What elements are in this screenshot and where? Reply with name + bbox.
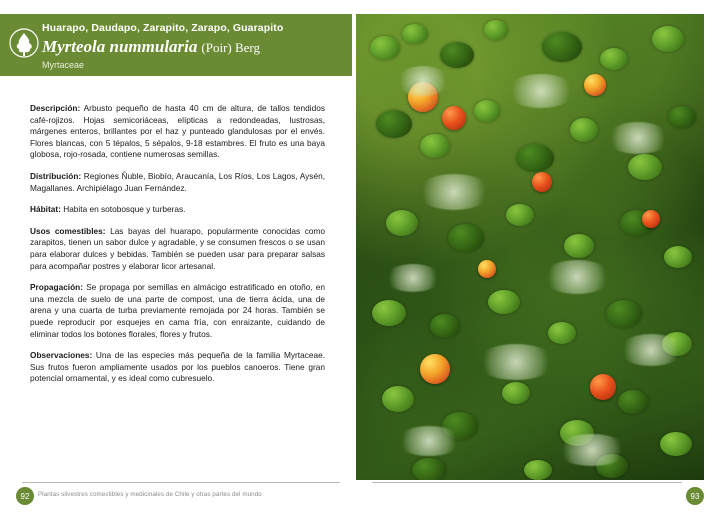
berry-fruit xyxy=(420,354,450,384)
tree-icon xyxy=(0,14,42,76)
species-photo xyxy=(356,14,704,480)
paragraph-propagacion xyxy=(30,282,325,340)
species-header-band xyxy=(0,14,352,76)
leaf-shape xyxy=(484,20,508,40)
leaf-shape xyxy=(382,386,414,412)
leaf-shape xyxy=(516,144,554,172)
moss-tuft xyxy=(396,66,450,96)
berry-fruit xyxy=(584,74,606,96)
leaf-shape xyxy=(372,300,406,326)
leaf-shape xyxy=(386,210,418,236)
leaf-shape xyxy=(652,26,684,52)
leaf-shape xyxy=(570,118,598,142)
leaf-shape xyxy=(548,322,576,344)
scientific-authority: (Poir) Berg xyxy=(201,40,261,55)
leaf-shape xyxy=(412,458,446,480)
leaf-shape xyxy=(660,432,692,456)
moss-tuft xyxy=(618,334,684,366)
section-label-propagacion: Propagación: xyxy=(30,282,84,293)
leaf-shape xyxy=(402,24,428,44)
common-names: Huarapo, Daudapo, Zarapito, Zarapo, Guarapito xyxy=(42,22,284,34)
berry-fruit xyxy=(442,106,466,130)
moss-tuft xyxy=(556,434,628,466)
page-number-right: 93 xyxy=(686,487,704,505)
section-label-habitat: Hábitat: xyxy=(30,204,61,215)
leaf-shape xyxy=(664,246,692,268)
section-label-observaciones: Observaciones: xyxy=(30,350,93,361)
leaf-shape xyxy=(420,134,450,158)
leaf-shape xyxy=(600,48,628,70)
leaf-shape xyxy=(376,110,412,138)
moss-tuft xyxy=(396,426,462,456)
leaf-shape xyxy=(668,106,696,128)
section-text-distribucion: Regiones Ñuble, Biobío, Araucanía, Los Ríos, Los Lagos, Aysén, Magallanes. Archipiélago Juan Fernández. xyxy=(30,170,325,193)
moss-tuft xyxy=(606,122,670,154)
berry-fruit xyxy=(478,260,496,278)
section-text-propagacion: Se propaga por semillas en almácigo estratificado en otoño, en una mezcla de suelo de una parte de compost, una de tierra ácida, una de arena y una cuarta de turba previamente remojada por 24 horas. También se puede reproducir por esquejes en cama fría, con enraizante, cuidando de eliminar todos los botones florales, flores y frutos. xyxy=(30,282,325,339)
leaf-shape xyxy=(524,460,552,480)
moss-tuft xyxy=(542,260,612,294)
leaf-shape xyxy=(430,314,460,338)
leaf-shape xyxy=(606,300,642,328)
section-text-habitat: Habita en sotobosque y turberas. xyxy=(60,204,186,215)
page-number-left: 92 xyxy=(16,487,34,505)
section-text-usos-comestibles: Las bayas del huarapo, popularmente conocidas como zarapitos, tienen un sabor dulce y agradable, y se consumen frescos o se usan para elaborar dulces y bebidas. También se pueden usar para preparar salsas para acompañar postres y elaborar licor artesanal. xyxy=(30,225,325,271)
paragraph-descripcion xyxy=(30,103,325,161)
species-description-body xyxy=(30,103,325,395)
leaf-shape xyxy=(502,382,530,404)
family-name: Myrtaceae xyxy=(42,60,85,70)
leaf-shape xyxy=(564,234,594,258)
paragraph-distribucion xyxy=(30,171,325,194)
left-page xyxy=(0,0,352,520)
footer-divider-left xyxy=(22,482,340,483)
section-label-usos-comestibles: Usos comestibles: xyxy=(30,225,106,236)
section-label-descripcion: Descripción: xyxy=(30,103,81,113)
header-texts xyxy=(42,14,291,71)
footer-caption: Plantas silvestres comestibles y medicinales de Chile y otras partes del mundo xyxy=(38,491,262,498)
paragraph-observaciones xyxy=(30,350,325,385)
leaf-shape xyxy=(474,100,500,122)
moss-tuft xyxy=(506,74,576,108)
berry-fruit xyxy=(642,210,660,228)
section-label-distribucion: Distribución: xyxy=(30,170,82,181)
moss-tuft xyxy=(384,264,442,292)
scientific-name-line xyxy=(42,37,283,58)
section-text-observaciones: Una de las especies más pequeña de la familia Myrtaceae. Sus frutos fueron ampliamente usados por los pueblos canoeros. Tiene gran potencial ornamental, y es ideal como cubresuelo. xyxy=(30,350,325,384)
moss-tuft xyxy=(476,344,556,380)
moss-tuft xyxy=(416,174,492,210)
leaf-shape xyxy=(618,390,648,414)
leaf-shape xyxy=(506,204,534,226)
leaf-shape xyxy=(440,42,474,68)
leaf-shape xyxy=(542,32,582,62)
paragraph-habitat xyxy=(30,204,325,216)
berry-fruit xyxy=(532,172,552,192)
paragraph-usos-comestibles xyxy=(30,226,325,272)
berry-fruit xyxy=(590,374,616,400)
section-text-descripcion: Arbusto pequeño de hasta 40 cm de altura, de tallos tendidos café-rojizos. Hojas semicoriáceas, elípticas a redondeadas, lustrosas, márgenes enteros, brillantes por el haz y punteado glandulosas por el envés. Flores blancas, con 5 tépalos, 5 sépalos, 9-18 estambres. El fruto es una baya globosa, rojo-rosada, contiene numerosas semillas. xyxy=(30,103,325,160)
scientific-name: Myrteola nummularia xyxy=(42,37,198,56)
leaf-shape xyxy=(628,154,662,180)
footer-divider-right xyxy=(372,482,682,483)
leaf-shape xyxy=(488,290,520,314)
leaf-shape xyxy=(448,224,484,252)
leaf-shape xyxy=(370,36,400,60)
